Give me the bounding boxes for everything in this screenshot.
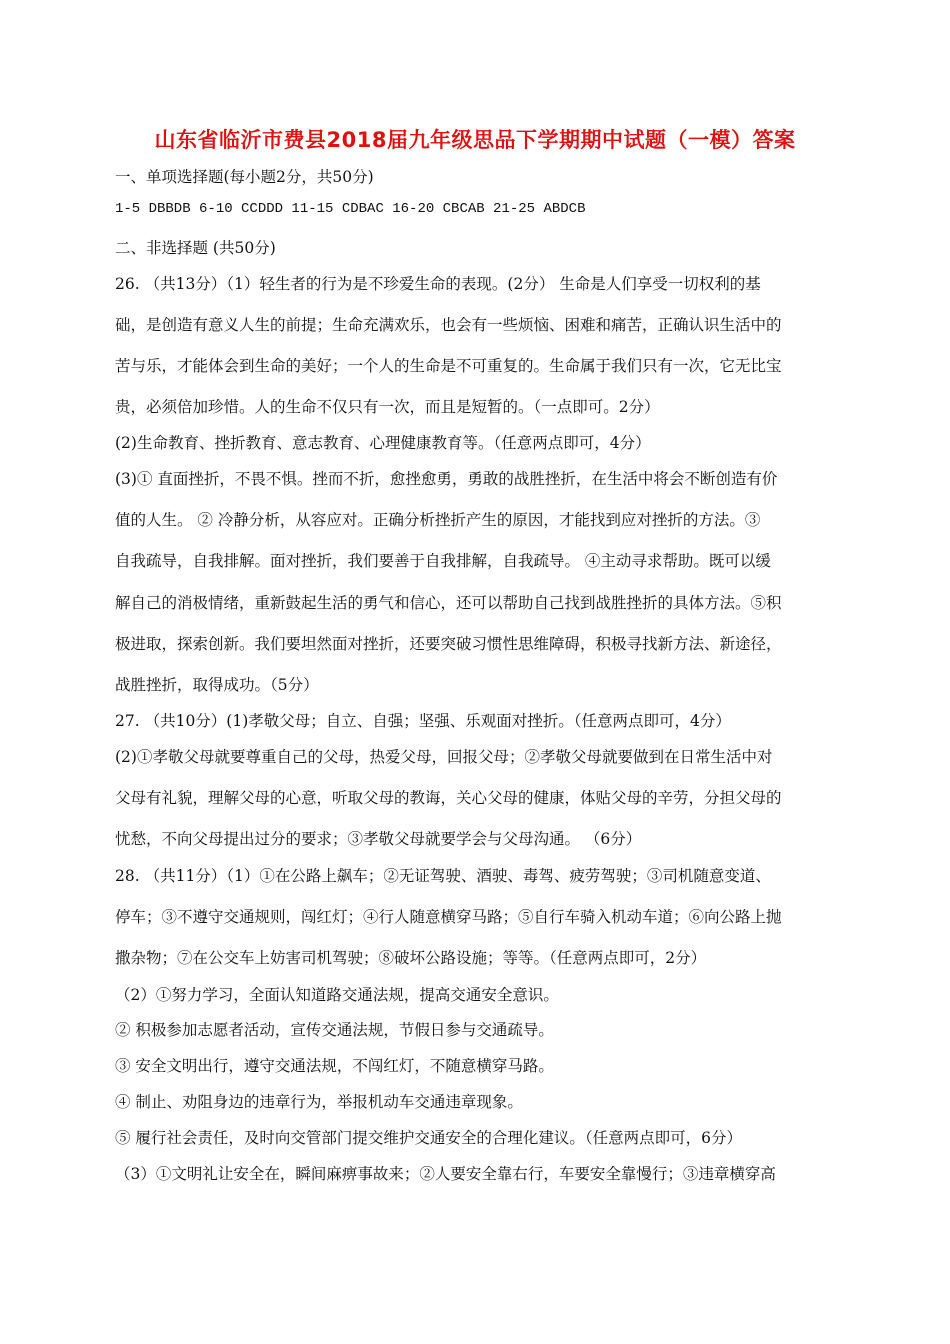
q28-line-2: 停车；③不遵守交通规则，闯红灯；④行人随意横穿马路；⑤自行车骑入机动车道；⑥向公路上抛 xyxy=(115,908,782,926)
section-1-heading: 一、单项选择题(每小题2分，共50分) xyxy=(115,168,374,186)
q27-line-4: 忧愁，不向父母提出过分的要求；③孝敬父母就要学会与父母沟通。 （6分） xyxy=(115,830,642,848)
q28-part-2-item-5: ⑤ 履行社会责任，及时向交管部门提交维护交通安全的合理化建议。（任意两点即可，6分） xyxy=(115,1129,743,1147)
q26-part-2: (2)生命教育、挫折教育、意志教育、心理健康教育等。（任意两点即可，4分） xyxy=(115,434,651,452)
document-title: 山东省临沂市费县2018届九年级思品下学期期中试题（一模）答案 xyxy=(154,128,796,152)
q26-part-3-line-3: 自我疏导，自我排解。面对挫折，我们要善于自我排解，自我疏导。 ④主动寻求帮助。既可以缓 xyxy=(115,552,771,570)
q28-line-1: 28. （共11分）（1）①在公路上飙车；②无证驾驶、酒驶、毒驾、疲劳驾驶；③司机随意变道、 xyxy=(115,867,771,885)
q26-line-3: 苦与乐，才能体会到生命的美好；一个人的生命是不可重复的。生命属于我们只有一次，它无比宝 xyxy=(115,357,782,375)
q26-part-3-line-1: (3)① 直面挫折，不畏不惧。挫而不折，愈挫愈勇，勇敢的战胜挫折，在生活中将会不断创造有价 xyxy=(115,470,778,488)
section-2-heading: 二、非选择题 (共50分) xyxy=(115,239,276,257)
choice-answers: 1-5 DBBDB 6-10 CCDDD 11-15 CDBAC 16-20 CBCAB 21-25 ABDCB xyxy=(115,201,586,217)
q26-line-2: 础，是创造有意义人生的前提；生命充满欢乐，也会有一些烦恼、困难和痛苦，正确认识生活中的 xyxy=(115,316,782,334)
q27-line-3: 父母有礼貌，理解父母的心意，听取父母的教诲，关心父母的健康，体贴父母的辛劳，分担父母的 xyxy=(115,789,782,807)
q27-line-2: (2)①孝敬父母就要尊重自己的父母，热爱父母，回报父母；②孝敬父母就要做到在日常生活中对 xyxy=(115,748,773,766)
q28-part-2-item-3: ③ 安全文明出行，遵守交通法规，不闯红灯，不随意横穿马路。 xyxy=(115,1057,554,1075)
q26-part-3-line-2: 值的人生。 ② 冷静分析，从容应对。正确分析挫折产生的原因，才能找到应对挫折的方法。③ xyxy=(115,511,761,529)
q27-line-1: 27. （共10分）(1)孝敬父母；自立、自强；坚强、乐观面对挫折。（任意两点即可，4分） xyxy=(115,712,731,730)
q26-line-1: 26. （共13分）（1）轻生者的行为是不珍爱生命的表现。(2分） 生命是人们享受一切权利的基 xyxy=(115,275,761,293)
q26-part-3-line-5: 极进取，探索创新。我们要坦然面对挫折，还要突破习惯性思维障碍，积极寻找新方法、新途径， xyxy=(115,635,782,653)
q28-part-2-item-4: ④ 制止、劝阻身边的违章行为，举报机动车交通违章现象。 xyxy=(115,1093,523,1111)
q26-line-4: 贵，必须倍加珍惜。人的生命不仅只有一次，而且是短暂的。（一点即可。2分） xyxy=(115,398,660,416)
q28-line-3: 撒杂物；⑦在公交车上妨害司机驾驶；⑧破坏公路设施；等等。（任意两点即可，2分） xyxy=(115,949,707,967)
q28-part-2-item-2: ② 积极参加志愿者活动，宣传交通法规，节假日参与交通疏导。 xyxy=(115,1021,554,1039)
q26-part-3-line-4: 解自己的消极情绪，重新鼓起生活的勇气和信心，还可以帮助自己找到战胜挫折的具体方法。⑤积 xyxy=(115,594,782,612)
q28-part-3-line-1: （3）①文明礼让安全在，瞬间麻痹事故来；②人要安全靠右行，车要安全靠慢行；③违章横穿高 xyxy=(115,1165,776,1183)
q28-part-2-intro: （2）①努力学习，全面认知道路交通法规，提高交通安全意识。 xyxy=(115,986,559,1004)
q26-part-3-line-6: 战胜挫折，取得成功。（5分） xyxy=(115,676,319,694)
